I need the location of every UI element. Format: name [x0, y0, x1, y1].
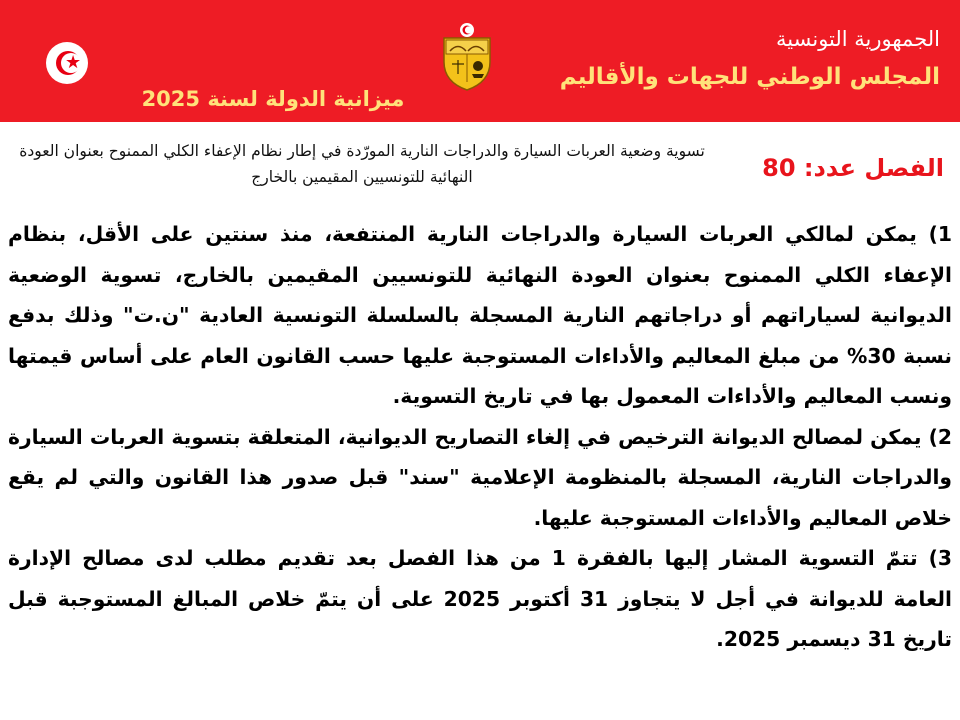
republic-name: الجمهورية التونسية	[776, 27, 940, 51]
tunisia-flag-icon: ★	[20, 20, 114, 106]
council-name: المجلس الوطني للجهات والأقاليم	[559, 64, 940, 90]
budget-title: ميزانية الدولة لسنة 2025	[141, 87, 405, 111]
article-body: 1) يمكن لمالكي العربات السيارة والدراجات النارية المنتفعة، منذ سنتين على الأقل، بنظام الإعفاء الكلي الممنوح بعنوان العودة النهائية للتونسيين المقيمين بالخارج، تسوية الوضعية الديوانية لسياراتهم أو دراجاتهم النارية المسجلة بالسلسلة التونسية العادية "ن.ت" وذلك بدفع نسبة 30% من مبلغ المعاليم والأداءات المستوجبة عليها حسب القانون العام على أساس قيمتها ونسب المعاليم والأداءات المعمول بها في تاريخ التسوية. 2) يمكن لمصالح الديوانة الترخيص في إلغاء التصاريح الديوانية، المتعلقة بتسوية العربات السيارة والدراجات النارية، المسجلة بالمنظومة الإعلامية "سند" قبل صدور هذا القانون والتي لم يقع خلاص المعاليم والأداءات المستوجبة عليها. 3) تتمّ التسوية المشار إليها بالفقرة 1 من هذا الفصل بعد تقديم مطلب لدى مصالح الإدارة العامة للديوانة في أجل لا يتجاوز 31 أكتوبر 2025 على أن يتمّ خلاص المبالغ المستوجبة قبل تاريخ 31 ديسمبر 2025.	[8, 222, 952, 651]
chapter-number: الفصل عدد: 80	[762, 154, 944, 182]
header-banner	[0, 0, 960, 122]
chapter-title: تسوية وضعية العربات السيارة والدراجات النارية المورّدة في إطار نظام الإعفاء الكلي الممنوح بعنوان العودة النهائية للتونسيين المقيمين بالخارج	[19, 142, 705, 186]
tunisia-coat-of-arms-icon	[438, 22, 496, 92]
